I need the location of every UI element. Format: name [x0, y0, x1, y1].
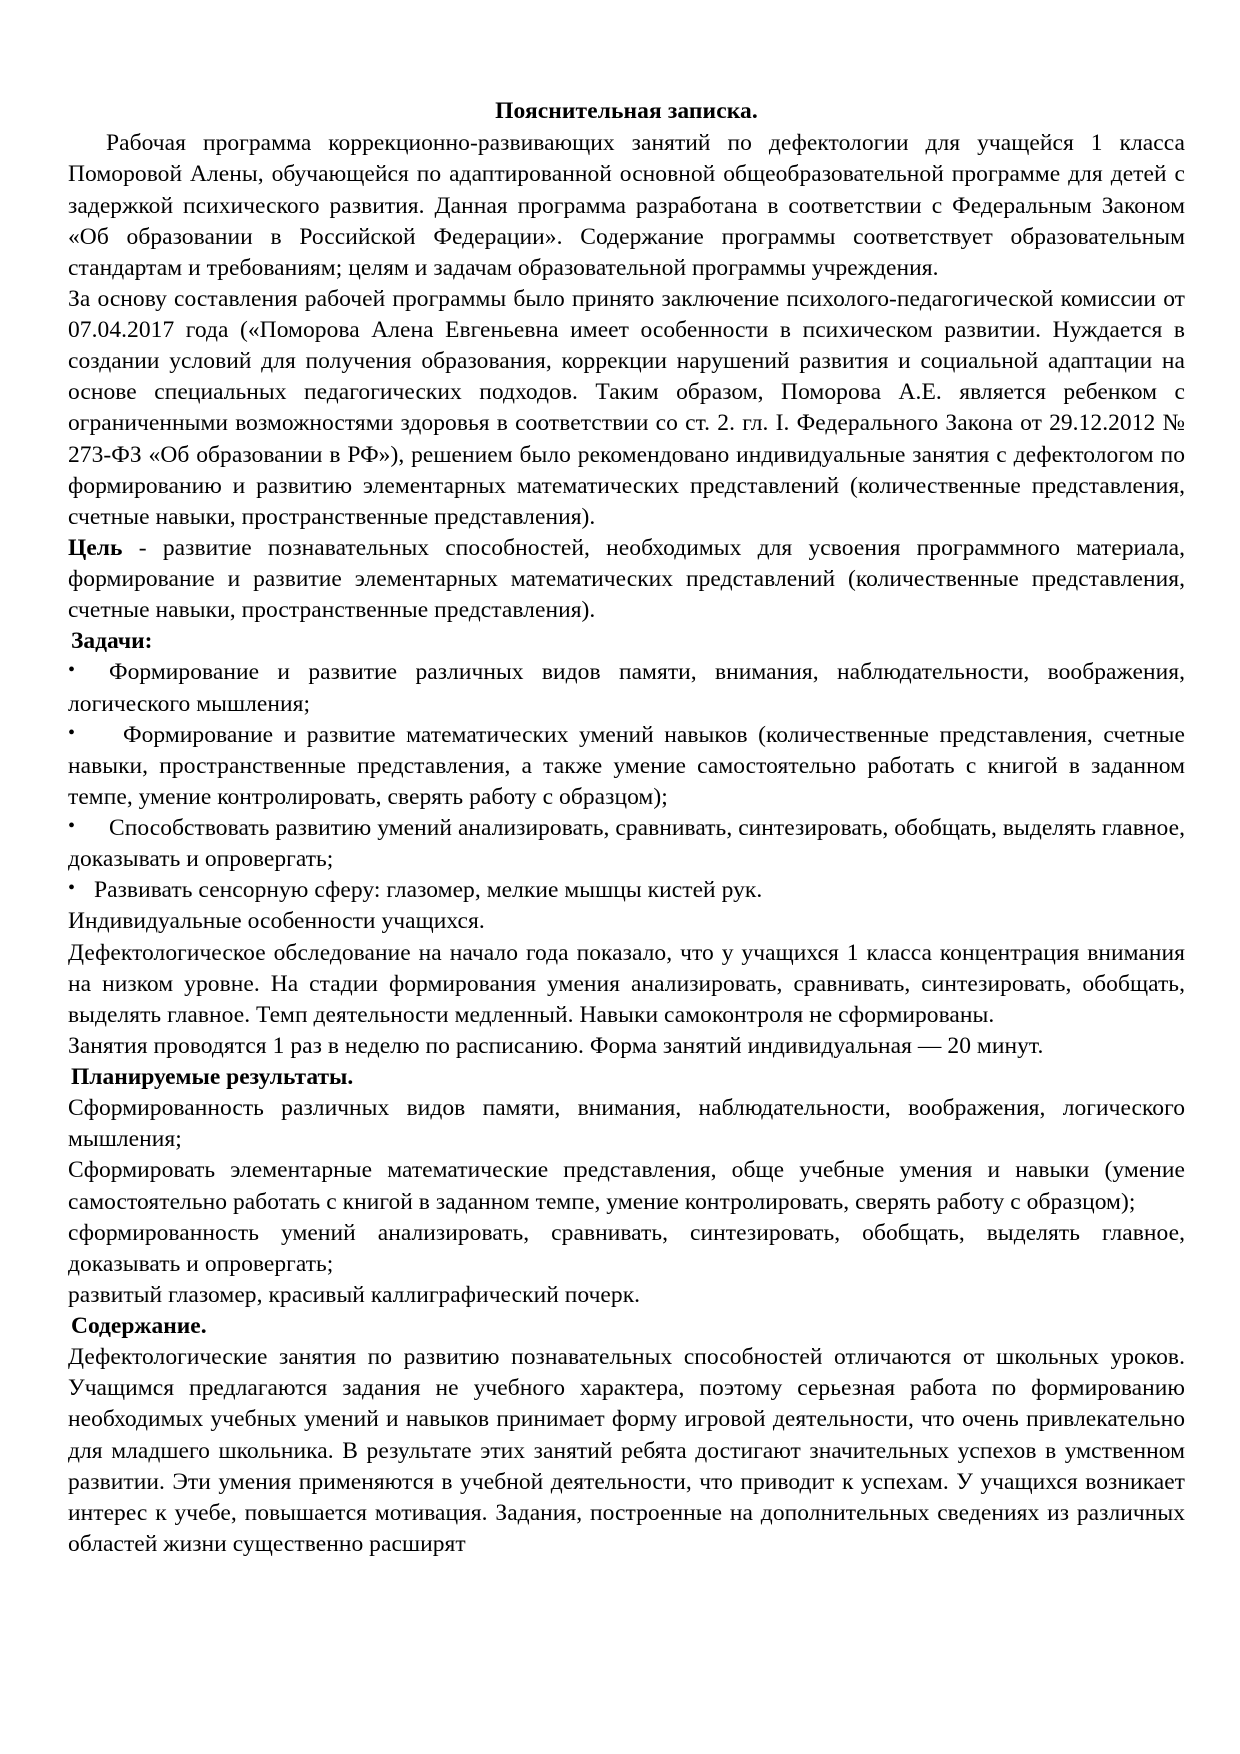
paragraph-content-body: Дефектологические занятия по развитию познавательных способностей отличаются от школьных уроков. Учащимся предлагаются задания не учебного характера, поэтому серьезная работа по формированию необходимых учебных умений и навыков принимает форму игровой деятельности, что очень привлекательно для младшего школьника. В результате этих занятий ребята достигают значительных успехов в умственном развитии. Эти умения применяются в учебной деятельности, что приводит к успехам. У учащихся возникает интерес к учебе, повышается мотивация. Задания, построенные на дополнительных сведениях из различных областей жизни существенно расширят	[68, 1344, 1185, 1557]
goal-text: - развитие познавательных способностей, необходимых для усвоения программного материала, формирование и развитие элементарных математических представлений (количественные представления, счетные навыки, пространственные представления).	[68, 534, 1185, 624]
list-item	[68, 657, 1185, 719]
bullet-icon: •	[68, 815, 76, 837]
bullet-icon: •	[68, 721, 76, 744]
heading-planned-results: Планируемые результаты.	[71, 1064, 354, 1090]
paragraph-assessment: Дефектологическое обследование на начало года показало, что у учащихся 1 класса концентрация внимания на низком уровне. На стадии формирования умения анализировать, сравнивать, синтезировать, обобщать, выделять главное. Темп деятельности медленный. Навыки самоконтроля не сформированы.	[68, 939, 1185, 1028]
bullet-icon: •	[68, 659, 76, 682]
paragraph-basis: За основу составления рабочей программы было принято заключение психолого-педагогической комиссии от 07.04.2017 года («Поморова Алена Евгеньевна имеет особенности в психическом развитии. Нуждается в создании условий для получения образования, коррекции нарушений развития и социальной адаптации на основе специальных педагогических подходов. Таким образом, Поморова А.Е. является ребенком с ограниченными возможностями здоровья в соответствии со ст. 2. гл. I. Федерального Закона от 29.12.2012 № 273-ФЗ «Об образовании в РФ»), решением было рекомендовано индивидуальные занятия с дефектологом по формированию и развитию элементарных математических представлений (количественные представления, счетные навыки, пространственные представления).	[68, 285, 1185, 530]
list-item-label: Формирование и развитие различных видов памяти, внимания, наблюдательности, воображения, логического мышления;	[68, 659, 1185, 717]
paragraph-result-skills: сформированность умений анализировать, сравнивать, синтезировать, обобщать, выделять главное, доказывать и опровергать;	[68, 1219, 1185, 1277]
list-item-label: Формирование и развитие математических умений навыков (количественные представления, счетные навыки, пространственные представления, а также умение самостоятельно работать с книгой в заданном темпе, умение контролировать, сверять работу с образцом);	[68, 721, 1185, 810]
list-item	[68, 720, 1185, 813]
paragraph-result-memory: Сформированность различных видов памяти, внимания, наблюдательности, воображения, логического мышления;	[68, 1095, 1185, 1153]
goal-label: Цель	[68, 534, 123, 561]
page-title: Пояснительная записка.	[495, 98, 758, 124]
list-item	[68, 813, 1185, 875]
heading-tasks: Задачи:	[71, 628, 153, 655]
list-item	[68, 875, 1185, 906]
paragraph-individual-features: Индивидуальные особенности учащихся.	[68, 908, 485, 935]
paragraph-result-handwriting: развитый глазомер, красивый каллиграфический почерк.	[68, 1281, 641, 1308]
paragraph-schedule: Занятия проводятся 1 раз в неделю по расписанию. Форма занятий индивидуальная — 20 минут.	[68, 1032, 1044, 1059]
list-item-label: Развивать сенсорную сферу: глазомер, мелкие мышцы кистей рук.	[94, 877, 763, 904]
paragraph-goal	[68, 533, 1185, 626]
paragraph-result-math: Сформировать элементарные математические представления, обще учебные умения и навыки (умение самостоятельно работать с книгой в заданном темпе, умение контролировать, сверять работу с образцом);	[68, 1157, 1185, 1215]
bullet-icon: •	[68, 877, 76, 900]
list-item-label: Способствовать развитию умений анализировать, сравнивать, синтезировать, обобщать, выделять главное, доказывать и опровергать;	[68, 815, 1185, 873]
paragraph-intro: Рабочая программа коррекционно-развивающих занятий по дефектологии для учащейся 1 класса Поморовой Алены, обучающейся по адаптированной основной общеобразовательной программе для детей с задержкой психического развития. Данная программа разработана в соответствии с Федеральным Законом «Об образовании в Российской Федерации». Содержание программы соответствует образовательным стандартам и требованиям; целям и задачам образовательной программы учреждения.	[68, 130, 1185, 281]
heading-content: Содержание.	[71, 1313, 207, 1339]
